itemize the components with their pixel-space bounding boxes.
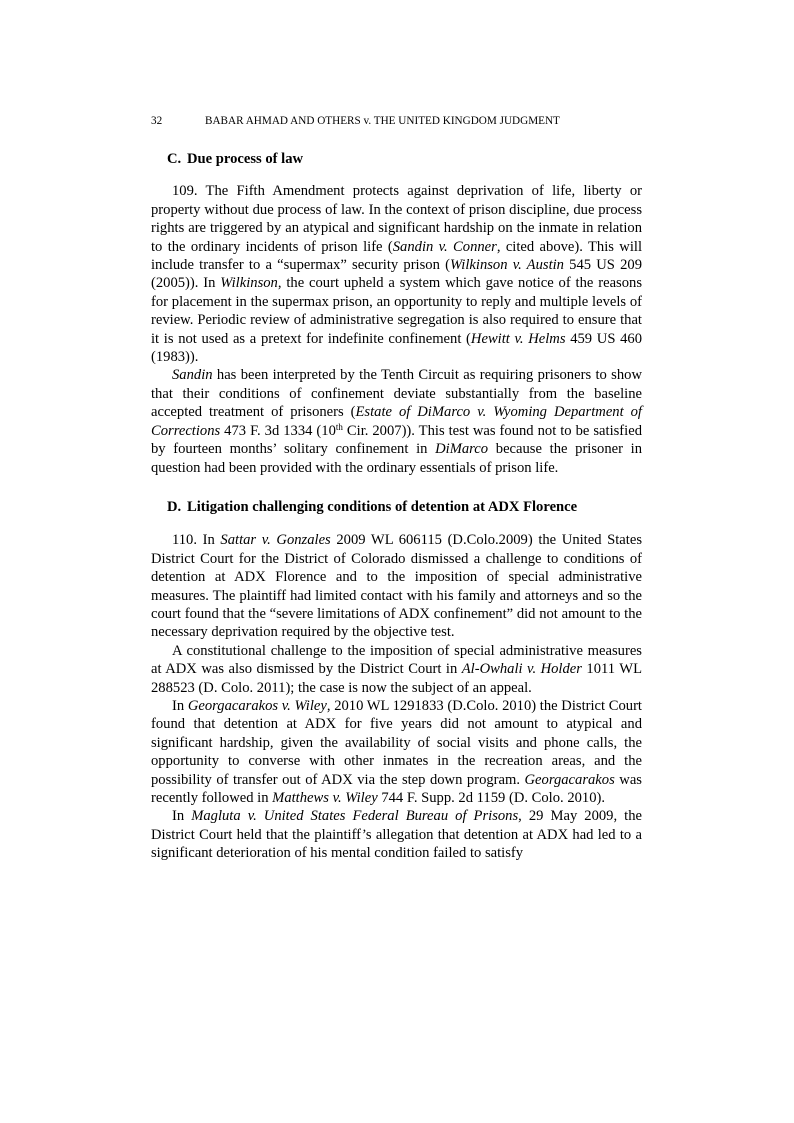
document-body (151, 150, 642, 863)
text-run: 744 F. Supp. 2d 1159 (D. Colo. 2010). (377, 790, 606, 806)
text-run: 1011 WL 288523 (D. Colo. 2011); the case is now the subject of an appeal. (151, 661, 642, 696)
section-due-process (151, 150, 642, 477)
text-run: because the prisoner in question had been provided with the ordinary essentials of prison life. (151, 441, 642, 476)
case-citation: Hewitt v. Helms (470, 330, 566, 347)
text-run: Cir. 2007)). This test was found not to be satisfied by fourteen months’ solitary confinement in (151, 422, 642, 458)
paragraph-sandin-interpretation (151, 366, 642, 476)
page-number: 32 (151, 115, 163, 127)
section-heading (167, 498, 642, 516)
section-title: Litigation challenging conditions of detention at ADX Florence (187, 498, 578, 515)
section-heading (167, 150, 642, 168)
text-run: In (172, 697, 188, 714)
case-citation: DiMarco (435, 441, 489, 458)
paragraph-109 (151, 182, 642, 366)
case-citation: Matthews v. Wiley (272, 790, 378, 806)
case-citation: Sandin (172, 367, 213, 384)
section-title: Due process of law (187, 151, 304, 167)
paragraph-georgacarakos (151, 697, 642, 807)
running-title: BABAR AHMAD AND OTHERS v. THE UNITED KINGDOM JUDGMENT (205, 115, 560, 127)
text-run: In (172, 808, 192, 825)
text-run: A constitutional challenge to the imposition of special administrative measures at ADX was also dismissed by the District Court in (151, 642, 642, 678)
case-citation: Georgacarakos (524, 771, 615, 788)
paragraph-magluta (151, 807, 642, 862)
text-run: , 29 May 2009, the District Court held that the plaintiff’s allegation that detention at ADX had led to a significant deterioration of his mental condition failed to satisfy (151, 808, 642, 862)
case-citation: Sandin v. Conner (392, 238, 497, 255)
text-run: 545 US 209 (2005)). In (151, 257, 643, 292)
text-run: was recently followed in (151, 771, 642, 806)
text-run: 109. The Fifth Amendment protects against deprivation of life, liberty or property without due process of law. In the context of prison discipline, due process rights are triggered by an atypical and significant hardship on the inmate in relation to the ordinary incidents of prison life ( (151, 183, 642, 255)
case-citation: Magluta v. United States Federal Bureau of Prisons (191, 808, 519, 825)
text-run: , cited above). This will include transfer to a “supermax” security prison ( (151, 238, 642, 274)
text-run: 2009 WL 606115 (D.Colo.2009) the United States District Court for the District of Colorado dismissed a challenge to conditions of detention at ADX Florence and to the imposition of special administrative measures. The plaintiff had limited contact with his family and attorneys and so the court found that the “severe limitations of ADX confinement” did not amount to the necessary deprivation required by the objective test. (151, 532, 642, 641)
case-citation: Wilkinson v. Austin (449, 257, 564, 274)
paragraph-al-owhali (151, 642, 642, 697)
case-citation: Estate of DiMarco v. Wyoming Department of Corrections (151, 404, 642, 439)
text-run: 459 US 460 (1983)). (151, 330, 643, 366)
text-run: , the court upheld a system which gave notice of the reasons for placement in the supermax prison, an opportunity to reply and multiple levels of review. Periodic review of administrative segregation is also required to ensure that it is not used as a pretext for indefinite confinement ( (151, 275, 642, 347)
paragraph-110 (151, 531, 642, 641)
running-header (151, 114, 646, 128)
case-citation: Wilkinson (220, 275, 278, 292)
section-letter: D. (167, 498, 182, 515)
case-citation: Sattar v. Gonzales (220, 532, 331, 549)
text-run: , 2010 WL 1291833 (D.Colo. 2010) the District Court found that detention at ADX for five years did not amount to atypical and significant hardship, given the availability of social visits and phone calls, the opportunity to converse with other inmates in the recreation areas, and the possibility of transfer out of ADX via the step down program. (151, 697, 642, 788)
text-run: 110. In (172, 532, 221, 549)
superscript: th (335, 421, 343, 432)
text-run: has been interpreted by the Tenth Circuit as requiring prisoners to show that their conditions of confinement deviate substantially from the baseline accepted treatment of prisoners ( (151, 367, 642, 421)
section-adx-litigation (151, 498, 642, 863)
text-run: 473 F. 3d 1334 (10 (220, 422, 336, 439)
section-letter: C. (167, 151, 182, 167)
case-citation: Georgacarakos v. Wiley (187, 697, 327, 714)
case-citation: Al-Owhali v. Holder (461, 661, 582, 678)
